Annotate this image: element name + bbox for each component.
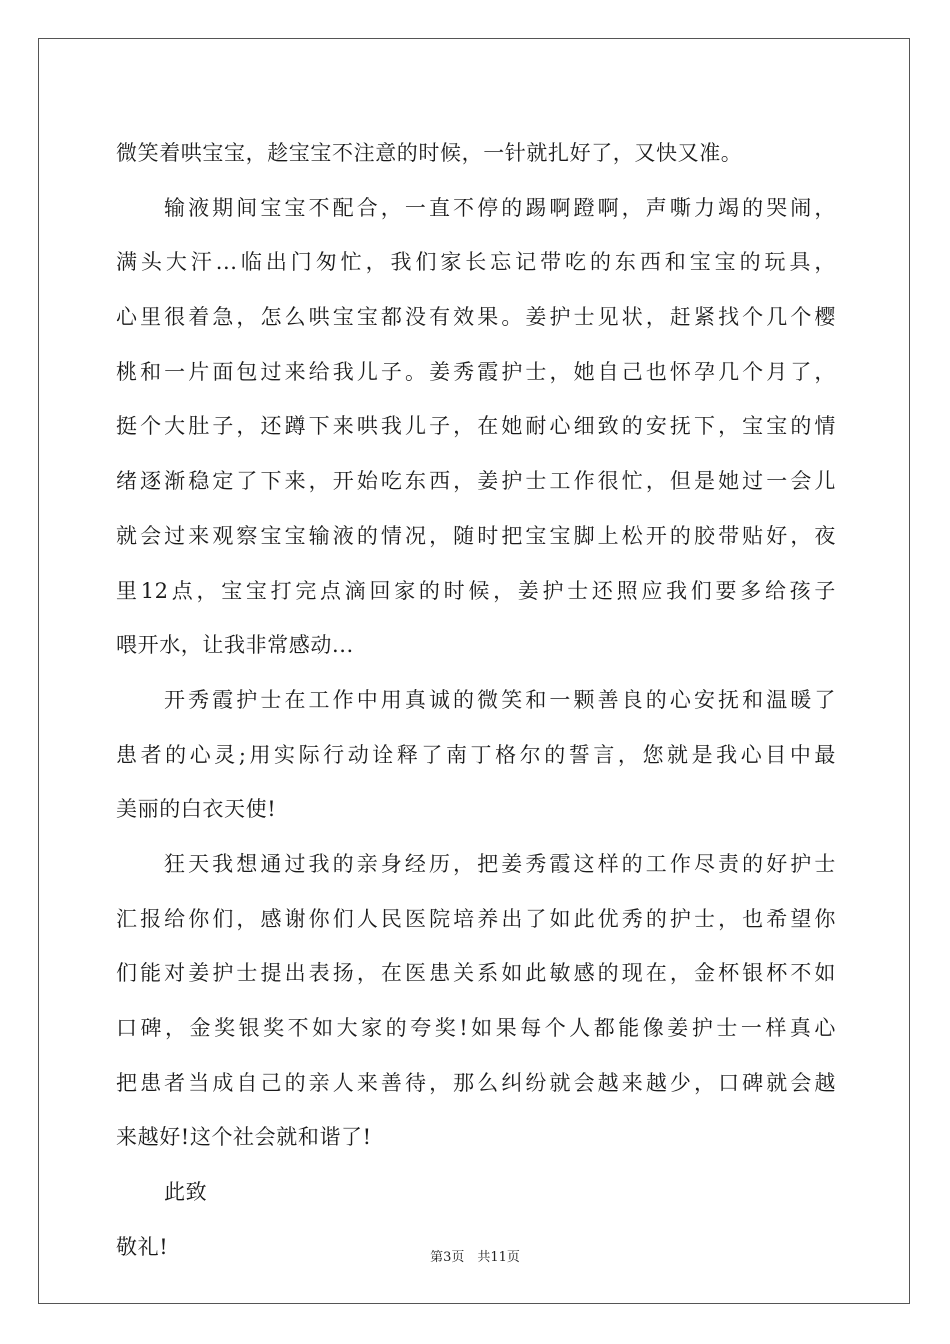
- text-line: 狂天我想通过我的亲身经历，把姜秀霞这样的工作尽责的好护士: [164, 851, 836, 876]
- page-number-footer: 第3页 共11页: [430, 1250, 520, 1265]
- text-line: 绪逐渐稳定了下来，开始吃东西，姜护士工作很忙，但是她过一会儿: [116, 469, 836, 494]
- text-line: 喂开水，让我非常感动...: [116, 633, 354, 658]
- text-line: 美丽的白衣天使!: [116, 797, 277, 822]
- letter-body: [116, 126, 836, 1274]
- text-line: 开秀霞护士在工作中用真诚的微笑和一颗善良的心安抚和温暖了: [164, 687, 836, 712]
- text-line: 输液期间宝宝不配合，一直不停的踢啊蹬啊，声嘶力竭的哭闹，: [164, 195, 836, 220]
- text-line: 敬礼!: [116, 1234, 169, 1259]
- text-line: 患者的心灵;用实际行动诠释了南丁格尔的誓言，您就是我心目中最: [116, 742, 836, 767]
- text-line: 口碑，金奖银奖不如大家的夸奖!如果每个人都能像姜护士一样真心: [116, 1016, 836, 1040]
- text-line: 把患者当成自己的亲人来善待，那么纠纷就会越来越少，口碑就会越: [116, 1070, 836, 1095]
- text-line: 就会过来观察宝宝输液的情况，随时把宝宝脚上松开的胶带贴好，夜: [116, 523, 836, 548]
- text-line: 此致: [164, 1180, 208, 1205]
- text-line: 们能对姜护士提出表扬，在医患关系如此敏感的现在，金杯银杯不如: [116, 961, 836, 986]
- text-line: 微笑着哄宝宝，趁宝宝不注意的时候，一针就扎好了，又快又准。: [116, 141, 743, 165]
- text-line: 来越好!这个社会就和谐了!: [116, 1125, 372, 1150]
- text-line: 挺个大肚子，还蹲下来哄我儿子，在她耐心细致的安抚下，宝宝的情: [116, 414, 836, 439]
- text-line: 心里很着急，怎么哄宝宝都没有效果。姜护士见状，赶紧找个几个樱: [116, 305, 836, 330]
- text-line: 满头大汗...临出门匆忙，我们家长忘记带吃的东西和宝宝的玩具，: [116, 250, 836, 275]
- text-line: 里12点，宝宝打完点滴回家的时候，姜护士还照应我们要多给孩子: [116, 578, 836, 603]
- text-line: 桃和一片面包过来给我儿子。姜秀霞护士，她自己也怀孕几个月了，: [116, 359, 836, 384]
- text-line: 汇报给你们，感谢你们人民医院培养出了如此优秀的护士，也希望你: [116, 906, 836, 931]
